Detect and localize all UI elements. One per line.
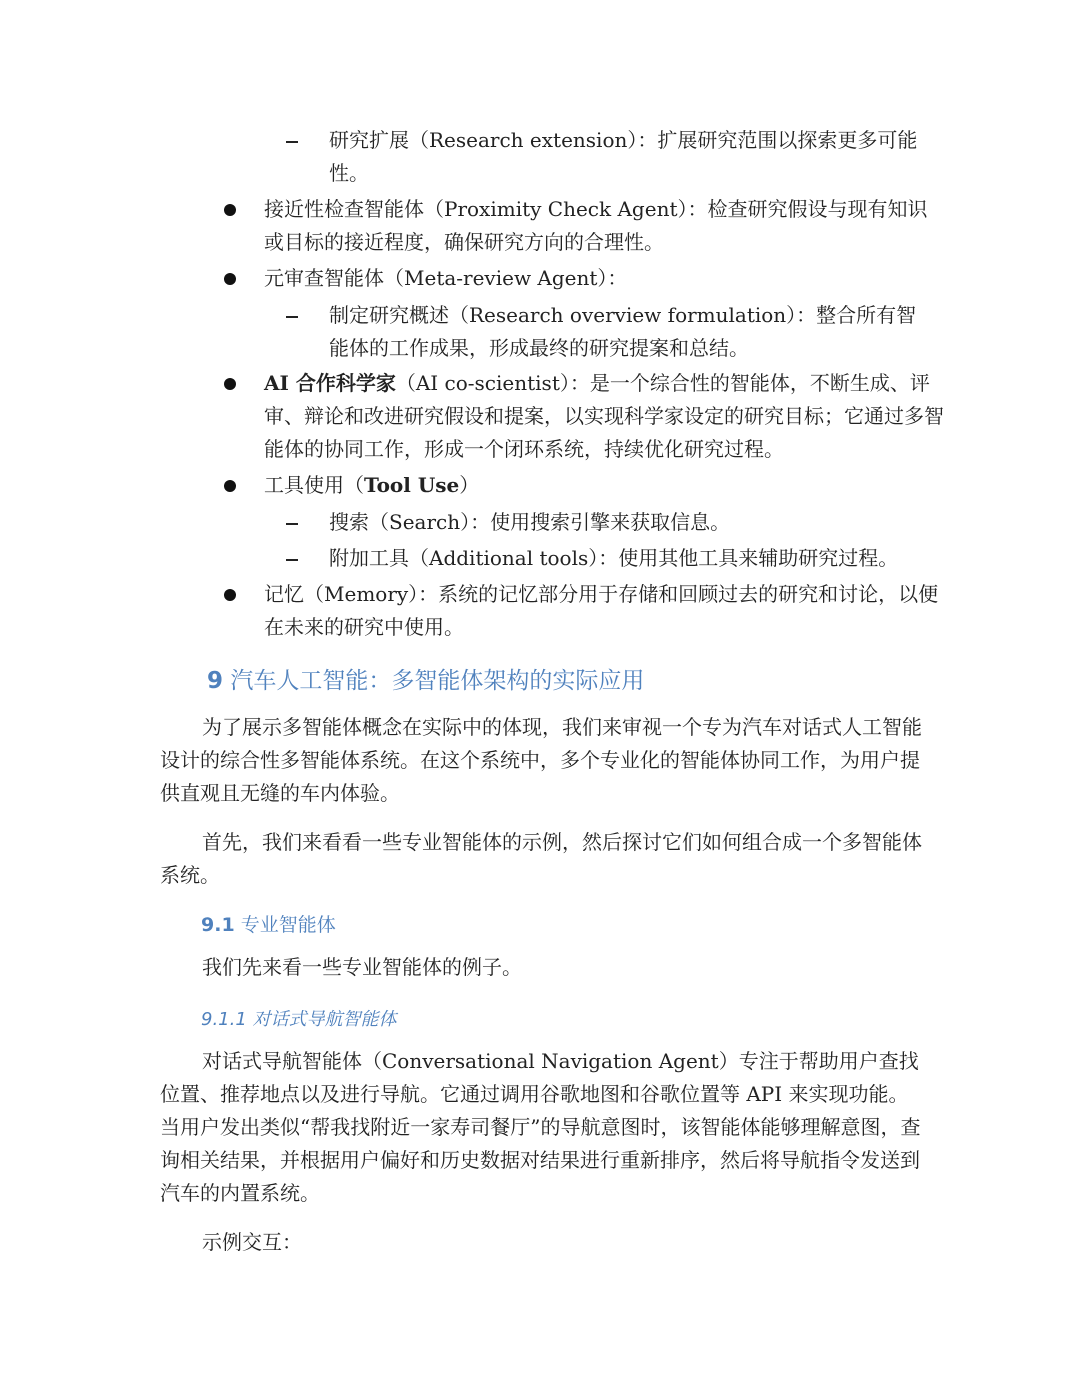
dash-marker [286, 523, 298, 525]
tool-use-close: ） [459, 473, 480, 497]
dash-marker [286, 141, 298, 143]
bullet-marker [224, 378, 236, 390]
bullet-marker [224, 204, 236, 216]
ai-coscientist-term: AI 合作科学家 [264, 371, 396, 395]
tool-use-term: Tool Use [364, 473, 460, 497]
list-item-ai-coscientist [264, 367, 944, 466]
bullet-marker [224, 480, 236, 492]
list-item-tool-use [264, 469, 944, 502]
list-item-memory: 记忆（Memory）：系统的记忆部分用于存储和回顾过去的研究和讨论，以便在未来的研究中使用。 [264, 582, 939, 639]
ai-coscientist-description: （AI co-scientist）：是一个综合性的智能体，不断生成、评审、辩论和改进研究假设和提案，以实现科学家设定的研究目标；它通过多智能体的协同工作，形成一个闭环系统，持续优化研究过程。 [264, 371, 944, 461]
section-9-1-heading [201, 910, 336, 940]
list-subitem-additional-tools: 附加工具（Additional tools）：使用其他工具来辅助研究过程。 [329, 546, 899, 570]
section-9-heading [207, 664, 927, 698]
list-subitem-research-extension: 研究扩展（Research extension）：扩展研究范围以探索更多可能性。 [329, 128, 918, 185]
section-9-paragraph-1: 为了展示多智能体概念在实际中的体现，我们来审视一个专为汽车对话式人工智能设计的综合性多智能体系统。在这个系统中，多个专业化的智能体协同工作，为用户提供直观且无缝的车内体验。 [160, 715, 922, 805]
example-interaction-label: 示例交互： [202, 1230, 302, 1254]
section-9-1-1-paragraph: 对话式导航智能体（Conversational Navigation Agent）专注于帮助用户查找位置、推荐地点以及进行导航。它通过调用谷歌地图和谷歌位置等 API 来实现功能。当用户发出类似“帮我找附近一家寿司餐厅”的导航意图时，该智能体能够理解意图，查询相关结果，并根据用户偏好和历史数据对结果进行重新排序，然后将导航指令发送到汽车的内置系统。 [160, 1049, 921, 1205]
section-9-1-1-number: 9.1.1 [201, 1009, 247, 1030]
list-item-meta-review: 元审查智能体（Meta-review Agent）： [264, 266, 628, 290]
list-subitem-search: 搜索（Search）：使用搜索引擎来获取信息。 [329, 510, 731, 534]
section-9-1-title: 专业智能体 [240, 914, 336, 936]
section-9-title: 汽车人工智能：多智能体架构的实际应用 [230, 668, 645, 694]
section-9-1-1-title: 对话式导航智能体 [252, 1009, 397, 1030]
dash-marker [286, 559, 298, 561]
bullet-marker [224, 273, 236, 285]
section-9-paragraph-2: 首先，我们来看看一些专业智能体的示例，然后探讨它们如何组合成一个多智能体系统。 [160, 830, 922, 887]
list-item-proximity-check: 接近性检查智能体（Proximity Check Agent）：检查研究假设与现有知识或目标的接近程度，确保研究方向的合理性。 [264, 197, 928, 254]
section-9-number: 9 [207, 668, 224, 694]
bullet-marker [224, 589, 236, 601]
tool-use-label: 工具使用（ [264, 473, 364, 497]
section-9-1-paragraph: 我们先来看一些专业智能体的例子。 [202, 955, 522, 979]
dash-marker [286, 316, 298, 318]
section-9-1-number: 9.1 [201, 914, 235, 936]
section-9-1-1-heading [201, 1005, 397, 1035]
list-subitem-research-overview: 制定研究概述（Research overview formulation）：整合所有智能体的工作成果，形成最终的研究提案和总结。 [329, 303, 917, 360]
